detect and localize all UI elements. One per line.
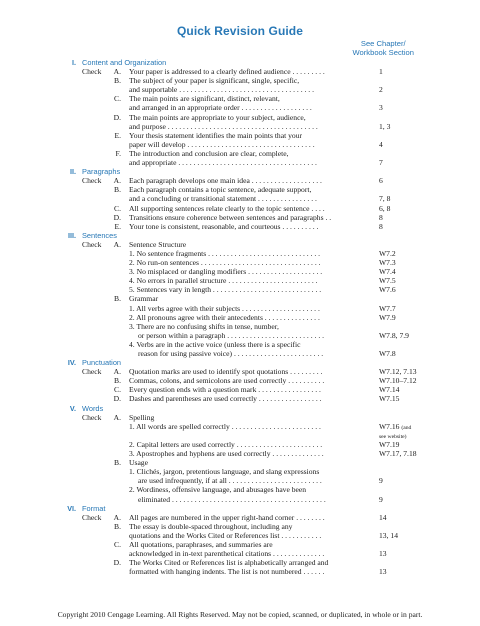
checklist-row [0, 522, 480, 531]
chapter-reference [379, 304, 396, 313]
item-text: 1. All words are spelled correctly . . . . . . . . . . . . . . . . . . . . . . . . [129, 421, 321, 431]
chapter-reference-value: W7.14 [379, 385, 400, 395]
item-text: 2. Wordiness, offensive language, and abusages have been [129, 485, 307, 495]
item-text: and appropriate . . . . . . . . . . . . . . . . . . . . . . . . . . . . . . . . . . . . . [129, 158, 317, 168]
checklist-row [0, 495, 480, 504]
checklist-row [0, 122, 480, 131]
checklist-row [0, 213, 480, 222]
checklist-row [0, 258, 480, 267]
checklist-row [0, 176, 480, 185]
checklist-row [0, 394, 480, 403]
item-text: 4. No errors in parallel structure . . . . . . . . . . . . . . . . . . . . . . . . [129, 276, 318, 286]
check-label: Check [82, 512, 102, 522]
checklist-row [0, 140, 480, 149]
item-text: paper will develop . . . . . . . . . . . . . . . . . . . . . . . . . . . . . . . . . . [129, 139, 315, 149]
chapter-reference [379, 176, 383, 185]
check-label: Check [82, 67, 102, 77]
item-text: Transitions ensure coherence between sentences and paragraphs . . [129, 212, 332, 222]
chapter-reference-note: (and [401, 424, 412, 431]
item-letter: D. [113, 112, 121, 122]
chapter-reference [379, 276, 396, 285]
item-letter: B. [114, 185, 121, 195]
chapter-reference [379, 495, 383, 504]
checklist-row [0, 458, 480, 467]
item-letter: D. [113, 212, 121, 222]
checklist-row [0, 294, 480, 303]
checklist-row [0, 531, 480, 540]
checklist-row [0, 194, 480, 203]
section-heading [0, 404, 480, 413]
chapter-reference [379, 394, 399, 403]
chapter-reference [379, 449, 417, 458]
chapter-reference-value: 6, 8 [379, 203, 391, 213]
checklist-row [0, 485, 480, 494]
item-letter: C. [114, 385, 121, 395]
checklist-row [0, 431, 480, 440]
chapter-reference-value: W7.8 [379, 349, 396, 358]
chapter-reference [379, 285, 396, 294]
item-text: The introduction and conclusion are clear, complete, [129, 148, 289, 158]
item-letter: F. [115, 148, 121, 158]
chapter-reference [379, 194, 390, 203]
checklist-row [0, 349, 480, 358]
chapter-reference-value: W7.8, 7.9 [379, 330, 409, 340]
item-text: Your tone is consistent, reasonable, and courteous . . . . . . . . . . [129, 221, 319, 231]
checklist-row [0, 113, 480, 122]
item-text: eliminated . . . . . . . . . . . . . . . . . . . . . . . . . . . . . . . . . . . . . . . . . [138, 494, 326, 504]
section-title: Content and Organization [82, 58, 167, 67]
checklist-row [0, 540, 480, 549]
check-label: Check [82, 367, 102, 377]
chapter-reference [379, 258, 396, 267]
chapter-reference [379, 67, 383, 76]
chapter-reference [379, 513, 387, 522]
item-letter: A. [113, 367, 121, 377]
chapter-reference [379, 349, 396, 358]
chapter-reference [379, 103, 383, 112]
item-text: The subject of your paper is significant, single, specific, [129, 76, 300, 86]
item-text: 5. Sentences vary in length . . . . . . . . . . . . . . . . . . . . . . . . . . . . . [129, 285, 322, 295]
checklist-row [0, 304, 480, 313]
item-letter: D. [113, 394, 121, 404]
chapter-reference-value: 9 [379, 494, 383, 504]
item-letter: A. [113, 412, 121, 422]
checklist-row [0, 103, 480, 112]
item-text: 1. All verbs agree with their subjects . . . . . . . . . . . . . . . . . . . . . [129, 303, 320, 313]
chapter-reference-value: 2 [379, 85, 383, 95]
chapter-reference-value: 3 [379, 103, 383, 113]
checklist-row [0, 94, 480, 103]
checklist-row [0, 567, 480, 576]
checklist-row [0, 476, 480, 485]
checklist-row [0, 322, 480, 331]
checklist-row [0, 249, 480, 258]
chapter-reference-value: W7.15 [379, 394, 400, 404]
item-text: 1. No sentence fragments . . . . . . . . . . . . . . . . . . . . . . . . . . . . . . [129, 248, 321, 258]
chapter-reference-value: W7.7 [379, 303, 396, 313]
checklist-row [0, 185, 480, 194]
checklist-row [0, 76, 480, 85]
checklist-row [0, 149, 480, 158]
checklist-row [0, 413, 480, 422]
chapter-column-header [353, 40, 414, 57]
chapter-reference [379, 476, 383, 485]
chapter-reference [379, 158, 383, 167]
item-text: Dashes and parentheses are used correctly . . . . . . . . . . . . . . . . . [129, 394, 322, 404]
item-letter: A. [113, 512, 121, 522]
item-text: Grammar [129, 294, 159, 304]
chapter-reference-value: 4 [379, 139, 383, 149]
item-text: 3. Apostrophes and hyphens are used correctly . . . . . . . . . . . . . . [129, 449, 324, 459]
checklist-row [0, 422, 480, 431]
section-title: Format [82, 503, 106, 513]
item-letter: E. [114, 221, 121, 231]
checklist-row [0, 313, 480, 322]
check-label: Check [82, 239, 102, 249]
chapter-reference-value: 9 [379, 476, 383, 486]
item-text: 1. Clichés, jargon, pretentious language, and slang expressions [129, 467, 320, 477]
chapter-reference-value: 6 [379, 176, 383, 186]
chapter-reference-note: see website) [379, 433, 407, 440]
chapter-reference-value: W7.2 [379, 248, 396, 258]
item-text: quotations and the Works Cited or References list . . . . . . . . . . . [129, 530, 322, 540]
section-number: III. [68, 230, 76, 240]
item-text: Every question ends with a question mark . . . . . . . . . . . . . . . . . [129, 385, 321, 395]
chapter-header-line-2: Workbook Section [352, 47, 414, 57]
section-number: II. [70, 167, 76, 177]
chapter-reference-value: W7.4 [379, 267, 396, 277]
checklist-row [0, 376, 480, 385]
chapter-reference-value: W7.6 [379, 285, 396, 295]
chapter-reference-value: 1 [379, 67, 383, 77]
section-number: VI. [67, 503, 76, 513]
checklist-row [0, 158, 480, 167]
item-text: Your paper is addressed to a clearly defined audience . . . . . . . . . [129, 67, 325, 77]
item-letter: A. [113, 176, 121, 186]
item-text: 3. No misplaced or dangling modifiers . . . . . . . . . . . . . . . . . . . . [129, 267, 323, 277]
checklist-row [0, 276, 480, 285]
chapter-reference [379, 385, 399, 394]
chapter-reference [379, 313, 396, 322]
checklist-row [0, 558, 480, 567]
section-heading [0, 231, 480, 240]
item-letter: B. [114, 376, 121, 386]
checklist-row [0, 267, 480, 276]
chapter-reference-value: W7.9 [379, 312, 396, 322]
item-letter: B. [114, 458, 121, 468]
item-text: and a concluding or transitional statement . . . . . . . . . . . . . . . . [129, 194, 317, 204]
item-text: The essay is double-spaced throughout, including any [129, 521, 293, 531]
checklist-row [0, 240, 480, 249]
chapter-reference-value: 13 [379, 567, 387, 577]
chapter-reference-value: 7 [379, 158, 383, 168]
chapter-reference [379, 331, 409, 340]
chapter-reference-value: 8 [379, 221, 383, 231]
checklist-row [0, 549, 480, 558]
item-letter: C. [114, 539, 121, 549]
item-text: The Works Cited or References list is alphabetically arranged and [129, 558, 329, 568]
item-text: All quotations, paraphrases, and summaries are [129, 539, 273, 549]
item-text: Commas, colons, and semicolons are used correctly . . . . . . . . . . [129, 376, 325, 386]
chapter-reference-value: 8 [379, 212, 383, 222]
chapter-reference [379, 367, 417, 376]
checklist-row [0, 340, 480, 349]
chapter-reference [379, 249, 396, 258]
item-letter: C. [114, 203, 121, 213]
section-heading [0, 504, 480, 513]
chapter-reference-value: W7.10–7.12 [379, 376, 417, 386]
item-text: 2. No run-on sentences . . . . . . . . . . . . . . . . . . . . . . . . . . . . . . . . [129, 258, 321, 268]
chapter-reference-value: W7.19 [379, 439, 400, 449]
section-heading [0, 58, 480, 67]
item-text: The main points are significant, distinct, relevant, [129, 94, 280, 104]
item-letter: B. [114, 76, 121, 86]
check-label: Check [82, 412, 102, 422]
chapter-reference-value: 13, 14 [379, 530, 398, 540]
chapter-reference [379, 376, 417, 385]
item-text: formatted with hanging indents. The list is not numbered . . . . . . [129, 567, 325, 577]
chapter-reference [379, 140, 383, 149]
chapter-reference-value: W7.17, 7.18 [379, 449, 417, 459]
item-letter: C. [114, 94, 121, 104]
item-text: Each paragraph contains a topic sentence, adequate support, [129, 185, 312, 195]
chapter-reference-value: W7.5 [379, 276, 396, 286]
section-number: IV. [67, 358, 76, 368]
item-text: and purpose . . . . . . . . . . . . . . . . . . . . . . . . . . . . . . . . . . . . . . . . [129, 121, 318, 131]
section-number: I. [72, 58, 76, 67]
item-letter: B. [114, 294, 121, 304]
copyright-footer: Copyright 2010 Cengage Learning. All Rights Reserved. May not be copied, scanned, or duplicated, in whole or in part. [57, 610, 423, 619]
checklist-row [0, 331, 480, 340]
item-text: are used infrequently, if at all . . . . . . . . . . . . . . . . . . . . . . . . . [138, 476, 322, 486]
item-text: Spelling [129, 412, 155, 422]
item-text: and supportable . . . . . . . . . . . . . . . . . . . . . . . . . . . . . . . . . . . . [129, 85, 314, 95]
section-heading [0, 167, 480, 176]
page-title: Quick Revision Guide [176, 24, 304, 38]
chapter-reference-value: 14 [379, 512, 387, 522]
chapter-reference-value: W7.12, 7.13 [379, 367, 417, 377]
chapter-reference-value: 7, 8 [379, 194, 391, 204]
item-letter: A. [113, 239, 121, 249]
chapter-reference-value: W7.3 [379, 258, 396, 268]
chapter-header-line-1: See Chapter/ [360, 39, 406, 48]
chapter-reference [379, 204, 390, 213]
item-letter: D. [113, 558, 121, 568]
item-text: reason for using passive voice) . . . . . . . . . . . . . . . . . . . . . . . . [138, 349, 324, 358]
checklist-row [0, 285, 480, 294]
checklist-row [0, 367, 480, 376]
revision-checklist [0, 58, 480, 576]
checklist-row [0, 131, 480, 140]
chapter-reference [379, 85, 383, 94]
item-text: Sentence Structure [129, 239, 187, 249]
checklist-row [0, 204, 480, 213]
item-text: All supporting sentences relate clearly to the topic sentence . . . . [129, 203, 325, 213]
item-text: Usage [129, 458, 148, 468]
chapter-reference-value: W7.16 [379, 421, 400, 431]
item-letter: E. [114, 130, 121, 140]
item-text: 4. Verbs are in the active voice (unless there is a specific [129, 339, 301, 349]
chapter-reference-value: 1, 3 [379, 121, 391, 131]
item-text: Quotation marks are used to identify spot quotations . . . . . . . . . [129, 367, 323, 377]
item-text: 2. Capital letters are used correctly . . . . . . . . . . . . . . . . . . . . . . . [129, 439, 323, 449]
checklist-row [0, 85, 480, 94]
item-text: acknowledged in in-text parenthetical citations . . . . . . . . . . . . . . [129, 549, 325, 559]
item-text: 3. There are no confusing shifts in tense, number, [129, 321, 279, 331]
checklist-row [0, 440, 480, 449]
chapter-reference [379, 531, 398, 540]
checklist-row [0, 467, 480, 476]
item-text: 2. All pronouns agree with their antecedents . . . . . . . . . . . . . . . [129, 312, 320, 322]
checklist-row [0, 449, 480, 458]
chapter-reference [379, 267, 396, 276]
section-title: Punctuation [82, 358, 122, 368]
section-title: Paragraphs [82, 167, 121, 177]
chapter-reference [379, 567, 387, 576]
chapter-reference-value: 13 [379, 549, 387, 559]
checklist-row [0, 67, 480, 76]
section-heading [0, 358, 480, 367]
section-title: Sentences [82, 230, 117, 240]
checklist-row [0, 222, 480, 231]
chapter-reference [379, 222, 383, 231]
check-label: Check [82, 176, 102, 186]
item-text: or person within a paragraph . . . . . . . . . . . . . . . . . . . . . . . . . . [138, 330, 325, 340]
item-letter: A. [113, 67, 121, 77]
chapter-reference [379, 549, 387, 558]
item-text: Each paragraph develops one main idea . . . . . . . . . . . . . . . . . . . [129, 176, 322, 186]
chapter-reference [379, 213, 383, 222]
section-title: Words [82, 403, 104, 413]
chapter-reference [379, 440, 399, 449]
chapter-reference [379, 122, 390, 131]
checklist-row [0, 513, 480, 522]
item-text: Your thesis statement identifies the main points that your [129, 130, 303, 140]
checklist-row [0, 385, 480, 394]
item-text: All pages are numbered in the upper right-hand corner . . . . . . . . [129, 512, 325, 522]
item-text: and arranged in an appropriate order . . . . . . . . . . . . . . . . . . . [129, 103, 312, 113]
section-number: V. [69, 403, 76, 413]
item-text: The main points are appropriate to your subject, audience, [129, 112, 306, 122]
item-letter: B. [114, 521, 121, 531]
